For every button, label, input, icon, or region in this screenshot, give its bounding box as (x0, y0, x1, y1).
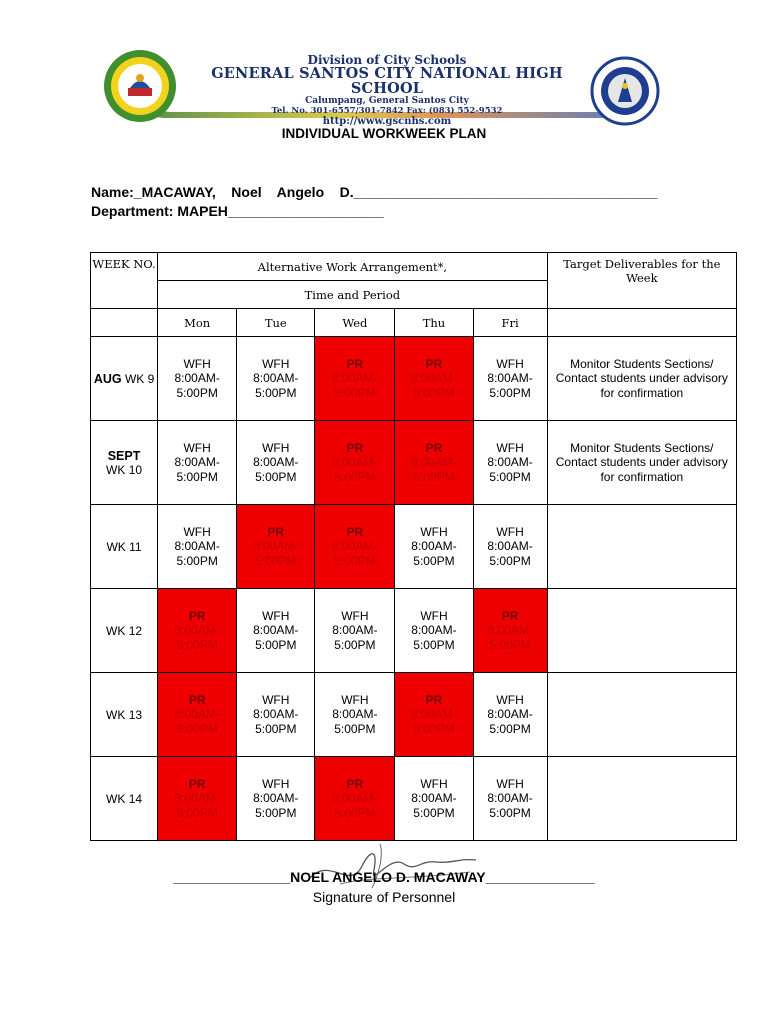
month-label: AUG (93, 371, 122, 386)
school-name: GENERAL SANTOS CITY NATIONAL HIGH SCHOOL (211, 65, 563, 97)
time-end: 5:00PM (413, 385, 455, 400)
schedule-slot (158, 757, 237, 841)
work-mode-label: PR (425, 692, 443, 707)
document-title: INDIVIDUAL WORKWEEK PLAN (281, 126, 487, 141)
schedule-slot (395, 505, 473, 589)
week-cell (91, 421, 158, 505)
time-start: 8:00AM- (411, 371, 457, 386)
work-mode-label: PR (188, 692, 206, 707)
time-start: 8:00AM- (174, 455, 220, 470)
week-cell (91, 757, 158, 841)
division-name: Division of City Schools (307, 53, 467, 67)
time-end: 5:00PM (176, 385, 218, 400)
work-mode-label: PR (425, 440, 443, 455)
schedule-slot (395, 673, 473, 757)
week-label: WK 11 (106, 539, 142, 554)
time-start: 8:00AM- (487, 707, 533, 722)
time-start: 8:00AM- (174, 707, 220, 722)
school-letterhead (102, 44, 658, 127)
time-start: 8:00AM- (253, 455, 299, 470)
work-mode-label: WFH (341, 692, 369, 707)
week-label: WK 9 (124, 371, 155, 386)
time-start: 8:00AM- (487, 371, 533, 386)
time-start: 8:00AM- (332, 539, 378, 554)
time-end: 5:00PM (255, 553, 297, 568)
work-mode-label: PR (501, 608, 519, 623)
day-header: Mon (158, 309, 237, 337)
time-end: 5:00PM (334, 553, 376, 568)
schedule-slot (473, 505, 547, 589)
time-start: 8:00AM- (487, 539, 533, 554)
schedule-slot (315, 505, 395, 589)
day-header: Fri (473, 309, 547, 337)
schedule-slot (473, 757, 547, 841)
time-start: 8:00AM- (411, 707, 457, 722)
time-start: 8:00AM- (411, 539, 457, 554)
time-end: 5:00PM (413, 469, 455, 484)
work-mode-label: WFH (262, 440, 290, 455)
table-row (91, 757, 737, 841)
workweek-plan-table (90, 252, 737, 841)
schedule-slot (158, 589, 237, 673)
time-end: 5:00PM (334, 805, 376, 820)
time-start: 8:00AM- (487, 623, 533, 638)
time-end: 5:00PM (176, 637, 218, 652)
work-mode-label: WFH (496, 776, 524, 791)
day-header: Wed (315, 309, 395, 337)
time-end: 5:00PM (489, 553, 531, 568)
time-end: 5:00PM (176, 469, 218, 484)
schedule-slot (237, 421, 315, 505)
week-cell (91, 673, 158, 757)
schedule-slot (158, 505, 237, 589)
time-end: 5:00PM (334, 721, 376, 736)
plan-body (91, 337, 737, 841)
deliverables-cell: Monitor Students Sections/ Contact students under advisory for confirmation (547, 421, 736, 505)
time-end: 5:00PM (176, 553, 218, 568)
time-end: 5:00PM (255, 805, 297, 820)
school-seal-icon (102, 48, 178, 124)
week-label: WK 13 (106, 707, 143, 722)
arrangement-header: Alternative Work Arrangement*, (158, 253, 548, 281)
schedule-slot (395, 757, 473, 841)
school-url: http://www.gscnhs.com (322, 115, 452, 127)
week-label: WK 14 (106, 791, 143, 806)
table-row (91, 673, 737, 757)
time-start: 8:00AM- (487, 791, 533, 806)
time-start: 8:00AM- (332, 623, 378, 638)
time-period-header: Time and Period (158, 281, 548, 309)
work-mode-label: WFH (496, 356, 524, 371)
time-start: 8:00AM- (332, 791, 378, 806)
time-end: 5:00PM (413, 721, 455, 736)
work-mode-label: WFH (420, 524, 448, 539)
time-end: 5:00PM (489, 805, 531, 820)
school-header-text (182, 54, 592, 127)
time-end: 5:00PM (176, 805, 218, 820)
handwritten-signature-icon (300, 836, 480, 896)
schedule-slot (237, 505, 315, 589)
day-header: Tue (237, 309, 315, 337)
week-label: WK 10 (106, 462, 143, 477)
time-end: 5:00PM (413, 805, 455, 820)
work-mode-label: PR (346, 356, 364, 371)
schedule-slot (158, 337, 237, 421)
time-end: 5:00PM (489, 721, 531, 736)
work-mode-label: PR (346, 524, 364, 539)
time-start: 8:00AM- (411, 791, 457, 806)
deliverables-cell (547, 589, 736, 673)
work-mode-label: PR (346, 776, 364, 791)
schedule-slot (473, 421, 547, 505)
time-start: 8:00AM- (253, 707, 299, 722)
work-mode-label: WFH (183, 440, 211, 455)
work-mode-label: WFH (496, 524, 524, 539)
schedule-slot (473, 589, 547, 673)
time-end: 5:00PM (489, 469, 531, 484)
time-start: 8:00AM- (411, 455, 457, 470)
time-start: 8:00AM- (174, 539, 220, 554)
week-label: WK 12 (106, 623, 143, 638)
time-end: 5:00PM (255, 469, 297, 484)
time-end: 5:00PM (255, 385, 297, 400)
schedule-slot (237, 673, 315, 757)
schedule-slot (315, 757, 395, 841)
work-mode-label: PR (425, 356, 443, 371)
work-mode-label: WFH (496, 440, 524, 455)
deliverables-cell: Monitor Students Sections/ Contact students under advisory for confirmation (547, 337, 736, 421)
time-end: 5:00PM (334, 637, 376, 652)
schedule-slot (395, 589, 473, 673)
work-mode-label: WFH (262, 692, 290, 707)
time-start: 8:00AM- (174, 371, 220, 386)
name-field: Name:_MACAWAY, Noel Angelo D._______________________________________ (91, 184, 658, 200)
deliverables-cell (547, 673, 736, 757)
work-mode-label: PR (188, 608, 206, 623)
work-mode-label: WFH (262, 776, 290, 791)
work-mode-label: PR (346, 440, 364, 455)
signature-caption: Signature of Personnel (312, 889, 456, 905)
week-cell (91, 505, 158, 589)
deped-seal-icon (590, 56, 660, 126)
time-start: 8:00AM- (253, 539, 299, 554)
month-label: SEPT (107, 448, 141, 463)
time-start: 8:00AM- (253, 623, 299, 638)
time-end: 5:00PM (413, 637, 455, 652)
time-end: 5:00PM (255, 637, 297, 652)
table-row (91, 337, 737, 421)
schedule-slot (395, 337, 473, 421)
deliverables-cell (547, 757, 736, 841)
work-mode-label: WFH (183, 356, 211, 371)
schedule-slot (158, 673, 237, 757)
school-address: Calumpang, General Santos City (305, 96, 469, 106)
time-start: 8:00AM- (253, 791, 299, 806)
time-end: 5:00PM (489, 385, 531, 400)
deliverables-header: Target Deliverables for the Week (547, 253, 736, 309)
time-end: 5:00PM (255, 721, 297, 736)
time-start: 8:00AM- (411, 623, 457, 638)
time-end: 5:00PM (176, 721, 218, 736)
schedule-slot (315, 673, 395, 757)
time-start: 8:00AM- (332, 707, 378, 722)
time-start: 8:00AM- (174, 791, 220, 806)
time-start: 8:00AM- (332, 455, 378, 470)
work-mode-label: WFH (262, 608, 290, 623)
week-cell (91, 589, 158, 673)
week-cell (91, 337, 158, 421)
schedule-slot (315, 421, 395, 505)
work-mode-label: PR (188, 776, 206, 791)
schedule-slot (237, 757, 315, 841)
schedule-slot (473, 673, 547, 757)
time-end: 5:00PM (334, 469, 376, 484)
time-start: 8:00AM- (174, 623, 220, 638)
work-mode-label: PR (267, 524, 285, 539)
school-contact: Tel. No. 301-6557/301-7842 Fax: (083) 552-9532 (271, 106, 503, 116)
deliverables-cell (547, 505, 736, 589)
schedule-slot (237, 337, 315, 421)
table-row (91, 505, 737, 589)
schedule-slot (395, 421, 473, 505)
schedule-slot (237, 589, 315, 673)
time-start: 8:00AM- (332, 371, 378, 386)
week-no-header: WEEK NO. (91, 253, 158, 309)
work-mode-label: WFH (341, 608, 369, 623)
time-end: 5:00PM (413, 553, 455, 568)
time-start: 8:00AM- (253, 371, 299, 386)
time-start: 8:00AM- (487, 455, 533, 470)
table-row (91, 421, 737, 505)
work-mode-label: WFH (183, 524, 211, 539)
table-row (91, 589, 737, 673)
department-field: Department: MAPEH____________________ (91, 203, 384, 219)
schedule-slot (315, 337, 395, 421)
work-mode-label: WFH (496, 692, 524, 707)
day-header: Thu (395, 309, 473, 337)
time-end: 5:00PM (334, 385, 376, 400)
time-end: 5:00PM (489, 637, 531, 652)
schedule-slot (158, 421, 237, 505)
work-mode-label: WFH (420, 608, 448, 623)
schedule-slot (315, 589, 395, 673)
work-mode-label: WFH (262, 356, 290, 371)
signature-name-line: _______________NOEL ANGELO D. MACAWAY______________ (173, 869, 595, 885)
schedule-slot (473, 337, 547, 421)
work-mode-label: WFH (420, 776, 448, 791)
